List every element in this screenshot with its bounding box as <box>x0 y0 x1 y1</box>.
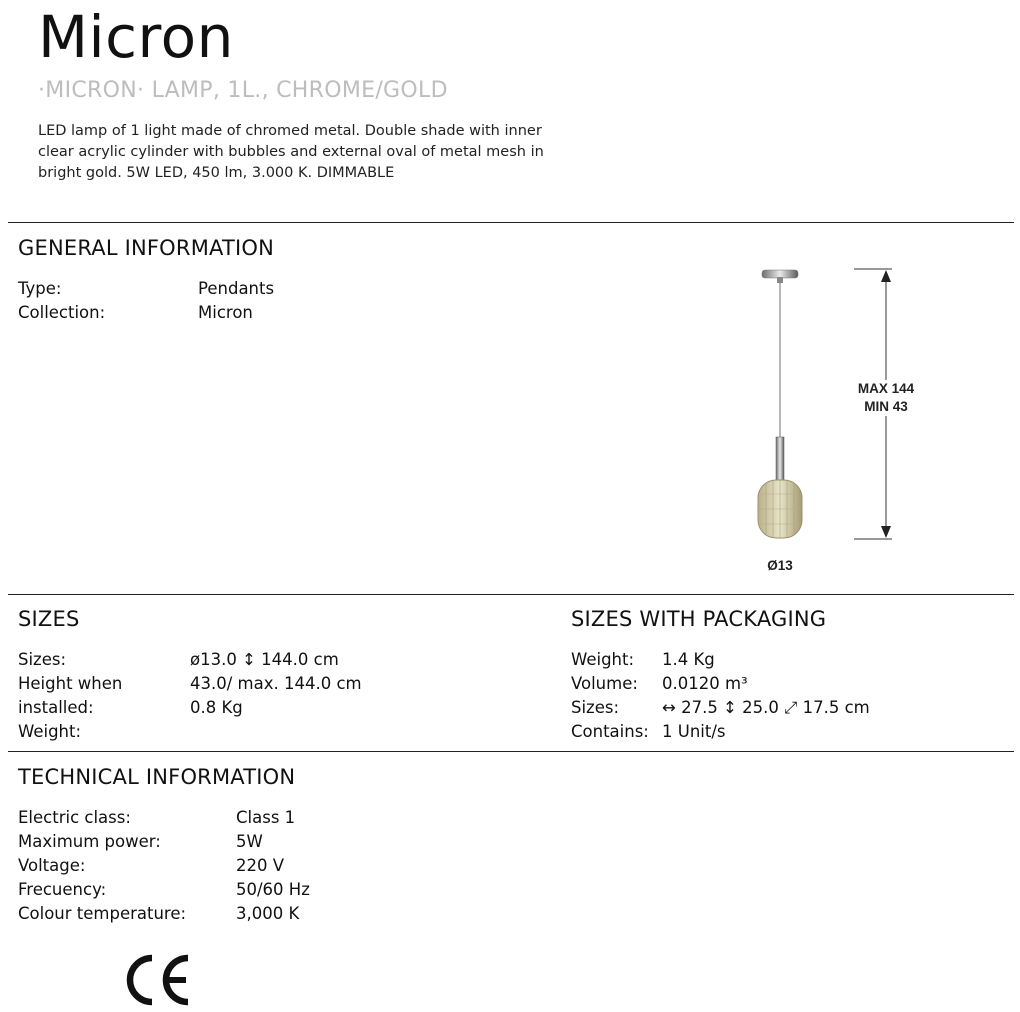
weight-value: 0.8 Kg <box>190 698 243 717</box>
packaging-height-value: 25.0 <box>742 698 779 717</box>
packaging-sizes-value <box>662 696 870 720</box>
general-type-label: Type: <box>18 279 62 298</box>
packaging-labels <box>571 648 649 744</box>
technical-info-title: TECHNICAL INFORMATION <box>18 765 296 789</box>
diagonal-arrow-icon: ⤢ <box>784 698 798 717</box>
sizes-label: Sizes: <box>18 650 67 669</box>
canopy-shape <box>762 270 798 283</box>
sizes-value <box>190 648 362 672</box>
packaging-depth-value: 17.5 cm <box>802 698 870 717</box>
sizes-values <box>190 648 362 720</box>
packaging-contains-label: Contains: <box>571 722 649 741</box>
electric-class-value: Class 1 <box>236 808 296 827</box>
product-description: LED lamp of 1 light made of chromed metal. Double shade with inner clear acrylic cylinder with bubbles and external oval of metal mesh in bright gold. 5W LED, 450 lm, 3.000 K. DIMMABLE <box>38 123 544 181</box>
colour-temperature-label: Colour temperature: <box>18 904 187 923</box>
gold-mesh-shade <box>758 480 802 538</box>
colour-temperature-value: 3,000 K <box>236 904 300 923</box>
height-dimension-label <box>846 380 926 416</box>
packaging-volume-label: Volume: <box>571 674 638 693</box>
weight-label: Weight: <box>18 722 82 741</box>
packaging-sizes-label: Sizes: <box>571 698 620 717</box>
horizontal-arrow-icon: ↔ <box>662 698 676 717</box>
maximum-power-label: Maximum power: <box>18 832 161 851</box>
general-collection-value: Micron <box>198 303 253 322</box>
voltage-value: 220 V <box>236 856 285 875</box>
packaging-contains-value: 1 Unit/s <box>662 722 726 741</box>
technical-labels <box>18 806 186 926</box>
general-info-title: GENERAL INFORMATION <box>18 236 275 260</box>
sizes-labels <box>18 648 122 744</box>
packaging-weight-value: 1.4 Kg <box>662 650 715 669</box>
divider-middle <box>8 594 1014 595</box>
diameter-label: Ø13 <box>767 558 793 573</box>
packaging-volume-value: 0.0120 m³ <box>662 674 748 693</box>
ce-mark-icon <box>122 950 196 1010</box>
technical-values <box>236 806 310 926</box>
size-height-value: 144.0 cm <box>261 650 339 669</box>
product-title: Micron <box>38 3 234 71</box>
min-height-label: MIN 43 <box>864 399 908 414</box>
packaging-width-value: 27.5 <box>681 698 718 717</box>
vertical-arrow-icon: ↕ <box>723 698 737 717</box>
frequency-value: 50/60 Hz <box>236 880 310 899</box>
divider-bottom <box>8 751 1014 752</box>
general-type-value: Pendants <box>198 279 275 298</box>
height-installed-value: 43.0/ max. 144.0 cm <box>190 674 362 693</box>
height-when-label: Height when <box>18 674 123 693</box>
sizes-title: SIZES <box>18 607 80 631</box>
frequency-label: Frecuency: <box>18 880 107 899</box>
product-subtitle: ·MICRON· LAMP, 1L., CHROME/GOLD <box>38 78 448 103</box>
general-collection-label: Collection: <box>18 303 106 322</box>
chrome-rod <box>776 437 784 481</box>
maximum-power-value: 5W <box>236 832 263 851</box>
electric-class-label: Electric class: <box>18 808 131 827</box>
packaging-title: SIZES WITH PACKAGING <box>571 607 827 631</box>
size-diameter-value: ø13.0 <box>190 650 237 669</box>
installed-label: installed: <box>18 698 94 717</box>
divider-top <box>8 222 1014 223</box>
max-height-label: MAX 144 <box>857 381 915 396</box>
vertical-arrow-icon: ↕ <box>242 650 256 669</box>
packaging-values <box>662 648 870 744</box>
voltage-label: Voltage: <box>18 856 86 875</box>
packaging-weight-label: Weight: <box>571 650 635 669</box>
